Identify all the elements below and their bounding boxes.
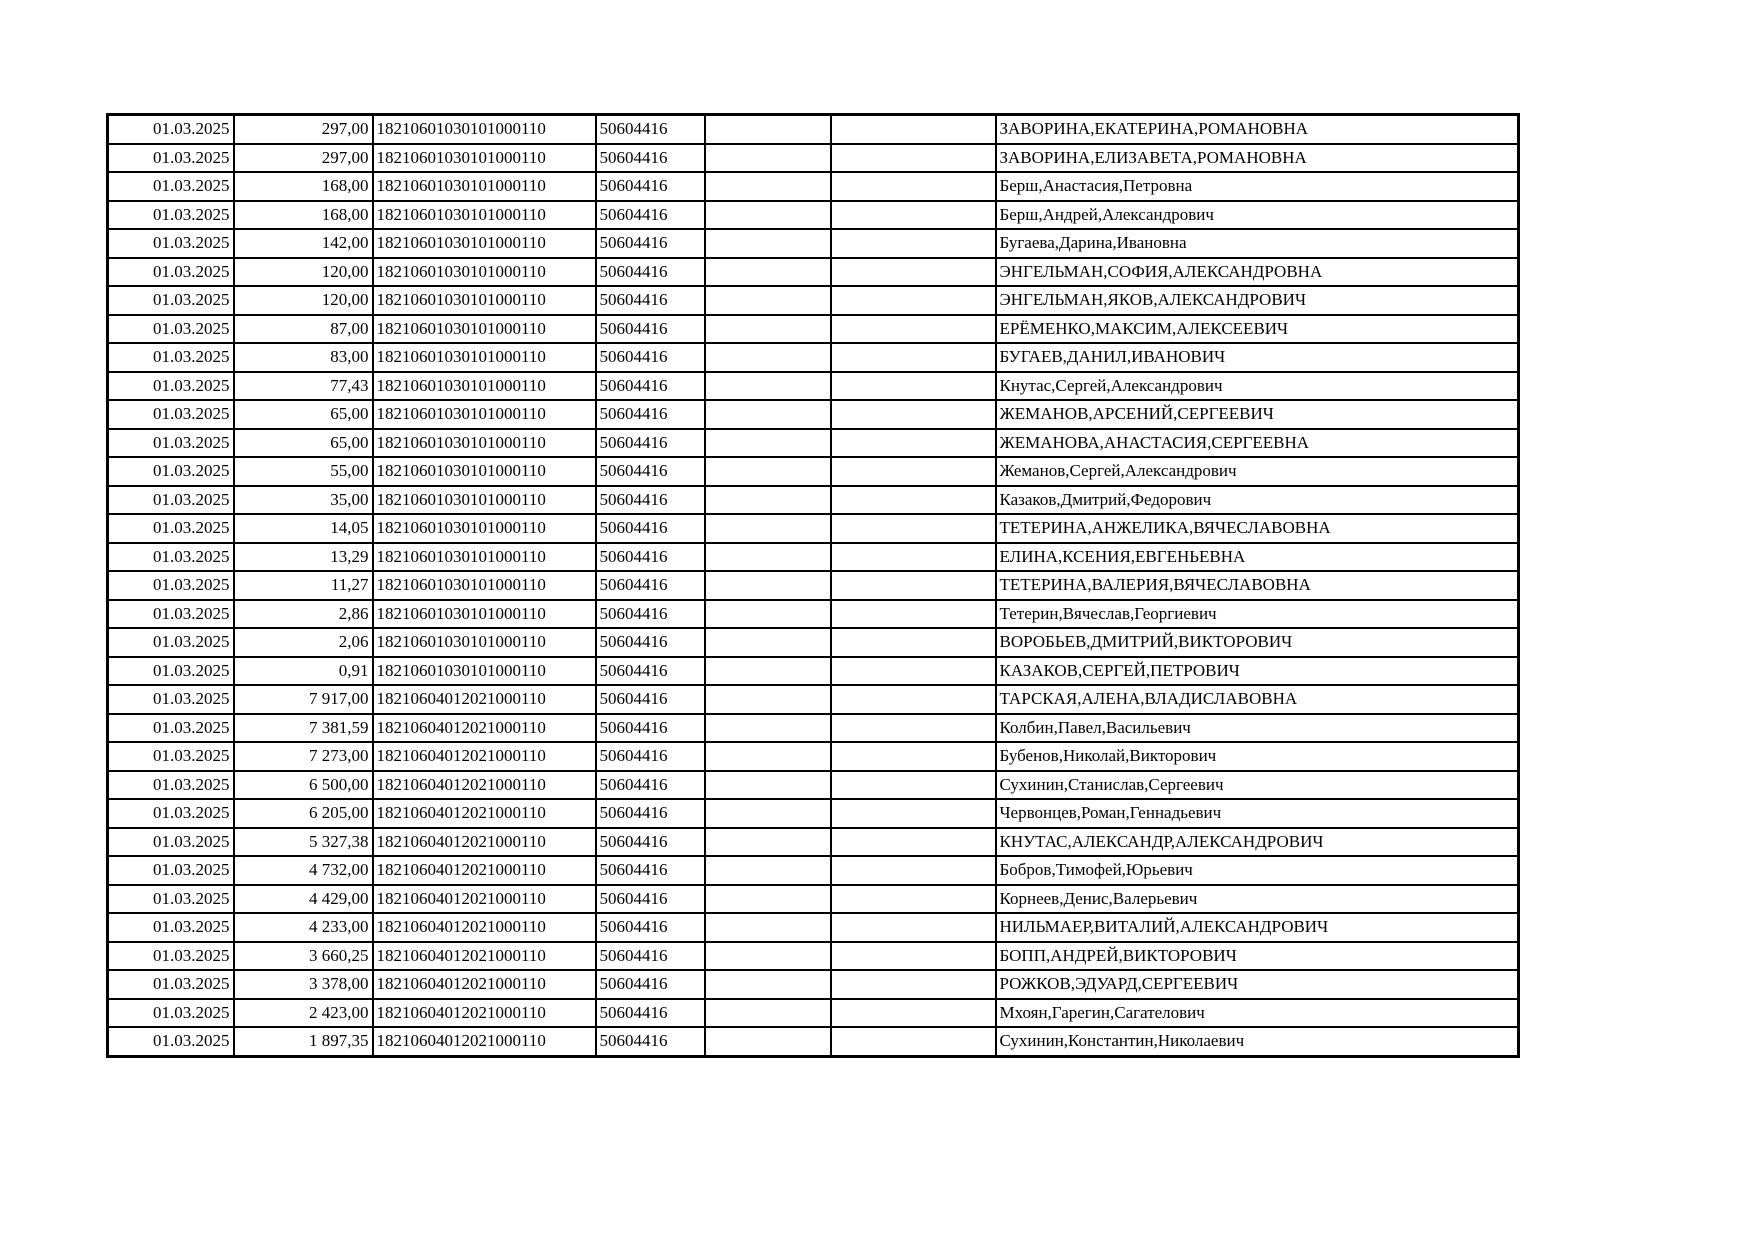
empty-cell (705, 543, 831, 572)
payer-name-cell: ВОРОБЬЕВ,ДМИТРИЙ,ВИКТОРОВИЧ (996, 628, 1519, 657)
kbk-cell: 18210604012021000110 (373, 742, 596, 771)
payer-name-cell: Червонцев,Роман,Геннадьевич (996, 799, 1519, 828)
payer-name-cell: ТАРСКАЯ,АЛЕНА,ВЛАДИСЛАВОВНА (996, 685, 1519, 714)
empty-cell (831, 144, 996, 173)
payer-name-cell: БУГАЕВ,ДАНИЛ,ИВАНОВИЧ (996, 343, 1519, 372)
amount-cell: 55,00 (234, 457, 373, 486)
table-row (108, 400, 1519, 429)
date-cell: 01.03.2025 (108, 999, 234, 1028)
amount-cell: 65,00 (234, 429, 373, 458)
payer-name-cell: Тетерин,Вячеслав,Георгиевич (996, 600, 1519, 629)
empty-cell (705, 742, 831, 771)
amount-cell: 5 327,38 (234, 828, 373, 857)
date-cell: 01.03.2025 (108, 685, 234, 714)
date-cell: 01.03.2025 (108, 172, 234, 201)
payer-name-cell: ТЕТЕРИНА,ВАЛЕРИЯ,ВЯЧЕСЛАВОВНА (996, 571, 1519, 600)
payer-name-cell: Мхоян,Гарегин,Сагателович (996, 999, 1519, 1028)
date-cell: 01.03.2025 (108, 1027, 234, 1056)
date-cell: 01.03.2025 (108, 970, 234, 999)
oktmo-cell: 50604416 (596, 372, 705, 401)
date-cell: 01.03.2025 (108, 628, 234, 657)
empty-cell (705, 970, 831, 999)
empty-cell (705, 685, 831, 714)
kbk-cell: 18210604012021000110 (373, 970, 596, 999)
oktmo-cell: 50604416 (596, 429, 705, 458)
date-cell: 01.03.2025 (108, 514, 234, 543)
date-cell: 01.03.2025 (108, 771, 234, 800)
payer-name-cell: ЭНГЕЛЬМАН,СОФИЯ,АЛЕКСАНДРОВНА (996, 258, 1519, 287)
date-cell: 01.03.2025 (108, 201, 234, 230)
oktmo-cell: 50604416 (596, 970, 705, 999)
kbk-cell: 18210601030101000110 (373, 229, 596, 258)
kbk-cell: 18210601030101000110 (373, 429, 596, 458)
payer-name-cell: Сухинин,Станислав,Сергеевич (996, 771, 1519, 800)
table-row (108, 970, 1519, 999)
amount-cell: 2,86 (234, 600, 373, 629)
table-row (108, 144, 1519, 173)
table-row (108, 343, 1519, 372)
empty-cell (831, 115, 996, 144)
amount-cell: 297,00 (234, 115, 373, 144)
kbk-cell: 18210601030101000110 (373, 571, 596, 600)
payer-name-cell: ЖЕМАНОВ,АРСЕНИЙ,СЕРГЕЕВИЧ (996, 400, 1519, 429)
empty-cell (705, 514, 831, 543)
kbk-cell: 18210604012021000110 (373, 685, 596, 714)
kbk-cell: 18210601030101000110 (373, 400, 596, 429)
empty-cell (705, 115, 831, 144)
amount-cell: 1 897,35 (234, 1027, 373, 1056)
kbk-cell: 18210604012021000110 (373, 771, 596, 800)
empty-cell (831, 286, 996, 315)
payer-name-cell: Казаков,Дмитрий,Федорович (996, 486, 1519, 515)
empty-cell (831, 1027, 996, 1056)
empty-cell (831, 628, 996, 657)
amount-cell: 14,05 (234, 514, 373, 543)
kbk-cell: 18210601030101000110 (373, 315, 596, 344)
table-row (108, 315, 1519, 344)
table-row (108, 742, 1519, 771)
date-cell: 01.03.2025 (108, 913, 234, 942)
empty-cell (831, 714, 996, 743)
oktmo-cell: 50604416 (596, 457, 705, 486)
date-cell: 01.03.2025 (108, 856, 234, 885)
kbk-cell: 18210604012021000110 (373, 856, 596, 885)
date-cell: 01.03.2025 (108, 372, 234, 401)
table-row (108, 1027, 1519, 1056)
date-cell: 01.03.2025 (108, 571, 234, 600)
empty-cell (705, 856, 831, 885)
oktmo-cell: 50604416 (596, 315, 705, 344)
date-cell: 01.03.2025 (108, 828, 234, 857)
empty-cell (705, 286, 831, 315)
table-row (108, 771, 1519, 800)
table-row (108, 201, 1519, 230)
empty-cell (831, 514, 996, 543)
amount-cell: 6 205,00 (234, 799, 373, 828)
oktmo-cell: 50604416 (596, 400, 705, 429)
kbk-cell: 18210601030101000110 (373, 457, 596, 486)
kbk-cell: 18210601030101000110 (373, 600, 596, 629)
table-row (108, 828, 1519, 857)
amount-cell: 35,00 (234, 486, 373, 515)
oktmo-cell: 50604416 (596, 258, 705, 287)
date-cell: 01.03.2025 (108, 742, 234, 771)
table-row (108, 657, 1519, 686)
kbk-cell: 18210604012021000110 (373, 885, 596, 914)
kbk-cell: 18210601030101000110 (373, 657, 596, 686)
date-cell: 01.03.2025 (108, 799, 234, 828)
oktmo-cell: 50604416 (596, 828, 705, 857)
oktmo-cell: 50604416 (596, 571, 705, 600)
kbk-cell: 18210604012021000110 (373, 714, 596, 743)
empty-cell (831, 828, 996, 857)
date-cell: 01.03.2025 (108, 144, 234, 173)
date-cell: 01.03.2025 (108, 258, 234, 287)
oktmo-cell: 50604416 (596, 172, 705, 201)
oktmo-cell: 50604416 (596, 600, 705, 629)
amount-cell: 168,00 (234, 172, 373, 201)
table-row (108, 714, 1519, 743)
empty-cell (705, 799, 831, 828)
oktmo-cell: 50604416 (596, 799, 705, 828)
amount-cell: 0,91 (234, 657, 373, 686)
date-cell: 01.03.2025 (108, 229, 234, 258)
payer-name-cell: ЗАВОРИНА,ЕКАТЕРИНА,РОМАНОВНА (996, 115, 1519, 144)
payer-name-cell: ЕЛИНА,КСЕНИЯ,ЕВГЕНЬЕВНА (996, 543, 1519, 572)
table-row (108, 600, 1519, 629)
empty-cell (831, 229, 996, 258)
oktmo-cell: 50604416 (596, 343, 705, 372)
kbk-cell: 18210601030101000110 (373, 628, 596, 657)
oktmo-cell: 50604416 (596, 201, 705, 230)
date-cell: 01.03.2025 (108, 486, 234, 515)
empty-cell (831, 885, 996, 914)
oktmo-cell: 50604416 (596, 115, 705, 144)
empty-cell (705, 1027, 831, 1056)
oktmo-cell: 50604416 (596, 229, 705, 258)
amount-cell: 7 273,00 (234, 742, 373, 771)
empty-cell (831, 657, 996, 686)
empty-cell (831, 600, 996, 629)
date-cell: 01.03.2025 (108, 885, 234, 914)
kbk-cell: 18210604012021000110 (373, 1027, 596, 1056)
payer-name-cell: НИЛЬМАЕР,ВИТАЛИЙ,АЛЕКСАНДРОВИЧ (996, 913, 1519, 942)
date-cell: 01.03.2025 (108, 543, 234, 572)
empty-cell (705, 913, 831, 942)
payer-name-cell: Корнеев,Денис,Валерьевич (996, 885, 1519, 914)
oktmo-cell: 50604416 (596, 514, 705, 543)
empty-cell (705, 201, 831, 230)
amount-cell: 77,43 (234, 372, 373, 401)
date-cell: 01.03.2025 (108, 429, 234, 458)
oktmo-cell: 50604416 (596, 486, 705, 515)
empty-cell (705, 457, 831, 486)
empty-cell (705, 372, 831, 401)
table-row (108, 885, 1519, 914)
empty-cell (705, 828, 831, 857)
payer-name-cell: Сухинин,Константин,Николаевич (996, 1027, 1519, 1056)
empty-cell (831, 201, 996, 230)
table-row (108, 429, 1519, 458)
empty-cell (831, 543, 996, 572)
empty-cell (831, 343, 996, 372)
kbk-cell: 18210601030101000110 (373, 286, 596, 315)
amount-cell: 13,29 (234, 543, 373, 572)
oktmo-cell: 50604416 (596, 714, 705, 743)
empty-cell (705, 657, 831, 686)
amount-cell: 3 378,00 (234, 970, 373, 999)
empty-cell (831, 172, 996, 201)
empty-cell (831, 942, 996, 971)
date-cell: 01.03.2025 (108, 400, 234, 429)
amount-cell: 142,00 (234, 229, 373, 258)
empty-cell (705, 315, 831, 344)
payer-name-cell: ЗАВОРИНА,ЕЛИЗАВЕТА,РОМАНОВНА (996, 144, 1519, 173)
table-row (108, 571, 1519, 600)
payer-name-cell: ЭНГЕЛЬМАН,ЯКОВ,АЛЕКСАНДРОВИЧ (996, 286, 1519, 315)
date-cell: 01.03.2025 (108, 600, 234, 629)
date-cell: 01.03.2025 (108, 942, 234, 971)
payer-name-cell: Берш,Андрей,Александрович (996, 201, 1519, 230)
payer-name-cell: КНУТАС,АЛЕКСАНДР,АЛЕКСАНДРОВИЧ (996, 828, 1519, 857)
table-row (108, 258, 1519, 287)
amount-cell: 168,00 (234, 201, 373, 230)
amount-cell: 120,00 (234, 286, 373, 315)
empty-cell (831, 315, 996, 344)
oktmo-cell: 50604416 (596, 144, 705, 173)
empty-cell (831, 799, 996, 828)
amount-cell: 4 429,00 (234, 885, 373, 914)
oktmo-cell: 50604416 (596, 856, 705, 885)
oktmo-cell: 50604416 (596, 885, 705, 914)
table-row (108, 486, 1519, 515)
table-row (108, 172, 1519, 201)
oktmo-cell: 50604416 (596, 942, 705, 971)
empty-cell (831, 685, 996, 714)
empty-cell (705, 571, 831, 600)
table-row (108, 913, 1519, 942)
amount-cell: 120,00 (234, 258, 373, 287)
kbk-cell: 18210604012021000110 (373, 799, 596, 828)
empty-cell (831, 571, 996, 600)
empty-cell (705, 144, 831, 173)
kbk-cell: 18210601030101000110 (373, 486, 596, 515)
kbk-cell: 18210601030101000110 (373, 543, 596, 572)
date-cell: 01.03.2025 (108, 315, 234, 344)
empty-cell (831, 372, 996, 401)
empty-cell (831, 999, 996, 1028)
empty-cell (705, 229, 831, 258)
table-row (108, 799, 1519, 828)
kbk-cell: 18210601030101000110 (373, 372, 596, 401)
amount-cell: 2 423,00 (234, 999, 373, 1028)
date-cell: 01.03.2025 (108, 457, 234, 486)
empty-cell (831, 913, 996, 942)
oktmo-cell: 50604416 (596, 999, 705, 1028)
oktmo-cell: 50604416 (596, 685, 705, 714)
table-row (108, 543, 1519, 572)
payer-name-cell: Жеманов,Сергей,Александрович (996, 457, 1519, 486)
table-body (108, 115, 1519, 1057)
amount-cell: 7 917,00 (234, 685, 373, 714)
amount-cell: 65,00 (234, 400, 373, 429)
empty-cell (831, 856, 996, 885)
amount-cell: 4 233,00 (234, 913, 373, 942)
table-row (108, 229, 1519, 258)
table-row (108, 628, 1519, 657)
payer-name-cell: ЖЕМАНОВА,АНАСТАСИЯ,СЕРГЕЕВНА (996, 429, 1519, 458)
oktmo-cell: 50604416 (596, 1027, 705, 1056)
empty-cell (831, 771, 996, 800)
kbk-cell: 18210601030101000110 (373, 172, 596, 201)
kbk-cell: 18210601030101000110 (373, 144, 596, 173)
payer-name-cell: Кнутас,Сергей,Александрович (996, 372, 1519, 401)
amount-cell: 2,06 (234, 628, 373, 657)
kbk-cell: 18210604012021000110 (373, 913, 596, 942)
payer-name-cell: Берш,Анастасия,Петровна (996, 172, 1519, 201)
kbk-cell: 18210604012021000110 (373, 828, 596, 857)
amount-cell: 4 732,00 (234, 856, 373, 885)
empty-cell (705, 600, 831, 629)
table-row (108, 115, 1519, 144)
empty-cell (831, 429, 996, 458)
amount-cell: 6 500,00 (234, 771, 373, 800)
payer-name-cell: Колбин,Павел,Васильевич (996, 714, 1519, 743)
payer-name-cell: Бубенов,Николай,Викторович (996, 742, 1519, 771)
date-cell: 01.03.2025 (108, 657, 234, 686)
oktmo-cell: 50604416 (596, 286, 705, 315)
table-row (108, 372, 1519, 401)
empty-cell (831, 457, 996, 486)
payments-table (106, 113, 1520, 1058)
table-row (108, 457, 1519, 486)
empty-cell (705, 942, 831, 971)
empty-cell (831, 742, 996, 771)
payer-name-cell: Бобров,Тимофей,Юрьевич (996, 856, 1519, 885)
table-row (108, 685, 1519, 714)
payer-name-cell: БОПП,АНДРЕЙ,ВИКТОРОВИЧ (996, 942, 1519, 971)
empty-cell (831, 400, 996, 429)
table-row (108, 942, 1519, 971)
oktmo-cell: 50604416 (596, 742, 705, 771)
date-cell: 01.03.2025 (108, 714, 234, 743)
empty-cell (705, 486, 831, 515)
empty-cell (705, 628, 831, 657)
kbk-cell: 18210604012021000110 (373, 999, 596, 1028)
date-cell: 01.03.2025 (108, 343, 234, 372)
empty-cell (705, 429, 831, 458)
oktmo-cell: 50604416 (596, 543, 705, 572)
amount-cell: 83,00 (234, 343, 373, 372)
payer-name-cell: ЕРЁМЕНКО,МАКСИМ,АЛЕКСЕЕВИЧ (996, 315, 1519, 344)
empty-cell (705, 400, 831, 429)
payer-name-cell: Бугаева,Дарина,Ивановна (996, 229, 1519, 258)
amount-cell: 3 660,25 (234, 942, 373, 971)
empty-cell (831, 970, 996, 999)
amount-cell: 7 381,59 (234, 714, 373, 743)
empty-cell (705, 885, 831, 914)
amount-cell: 11,27 (234, 571, 373, 600)
table-row (108, 286, 1519, 315)
empty-cell (705, 771, 831, 800)
date-cell: 01.03.2025 (108, 115, 234, 144)
oktmo-cell: 50604416 (596, 657, 705, 686)
table-row (108, 514, 1519, 543)
amount-cell: 87,00 (234, 315, 373, 344)
empty-cell (705, 343, 831, 372)
kbk-cell: 18210601030101000110 (373, 201, 596, 230)
table-row (108, 999, 1519, 1028)
empty-cell (831, 486, 996, 515)
payer-name-cell: РОЖКОВ,ЭДУАРД,СЕРГЕЕВИЧ (996, 970, 1519, 999)
payer-name-cell: КАЗАКОВ,СЕРГЕЙ,ПЕТРОВИЧ (996, 657, 1519, 686)
amount-cell: 297,00 (234, 144, 373, 173)
kbk-cell: 18210601030101000110 (373, 115, 596, 144)
payer-name-cell: ТЕТЕРИНА,АНЖЕЛИКА,ВЯЧЕСЛАВОВНА (996, 514, 1519, 543)
oktmo-cell: 50604416 (596, 913, 705, 942)
oktmo-cell: 50604416 (596, 771, 705, 800)
kbk-cell: 18210604012021000110 (373, 942, 596, 971)
empty-cell (705, 258, 831, 287)
table-row (108, 856, 1519, 885)
oktmo-cell: 50604416 (596, 628, 705, 657)
empty-cell (705, 999, 831, 1028)
kbk-cell: 18210601030101000110 (373, 258, 596, 287)
kbk-cell: 18210601030101000110 (373, 514, 596, 543)
kbk-cell: 18210601030101000110 (373, 343, 596, 372)
empty-cell (831, 258, 996, 287)
date-cell: 01.03.2025 (108, 286, 234, 315)
empty-cell (705, 172, 831, 201)
empty-cell (705, 714, 831, 743)
